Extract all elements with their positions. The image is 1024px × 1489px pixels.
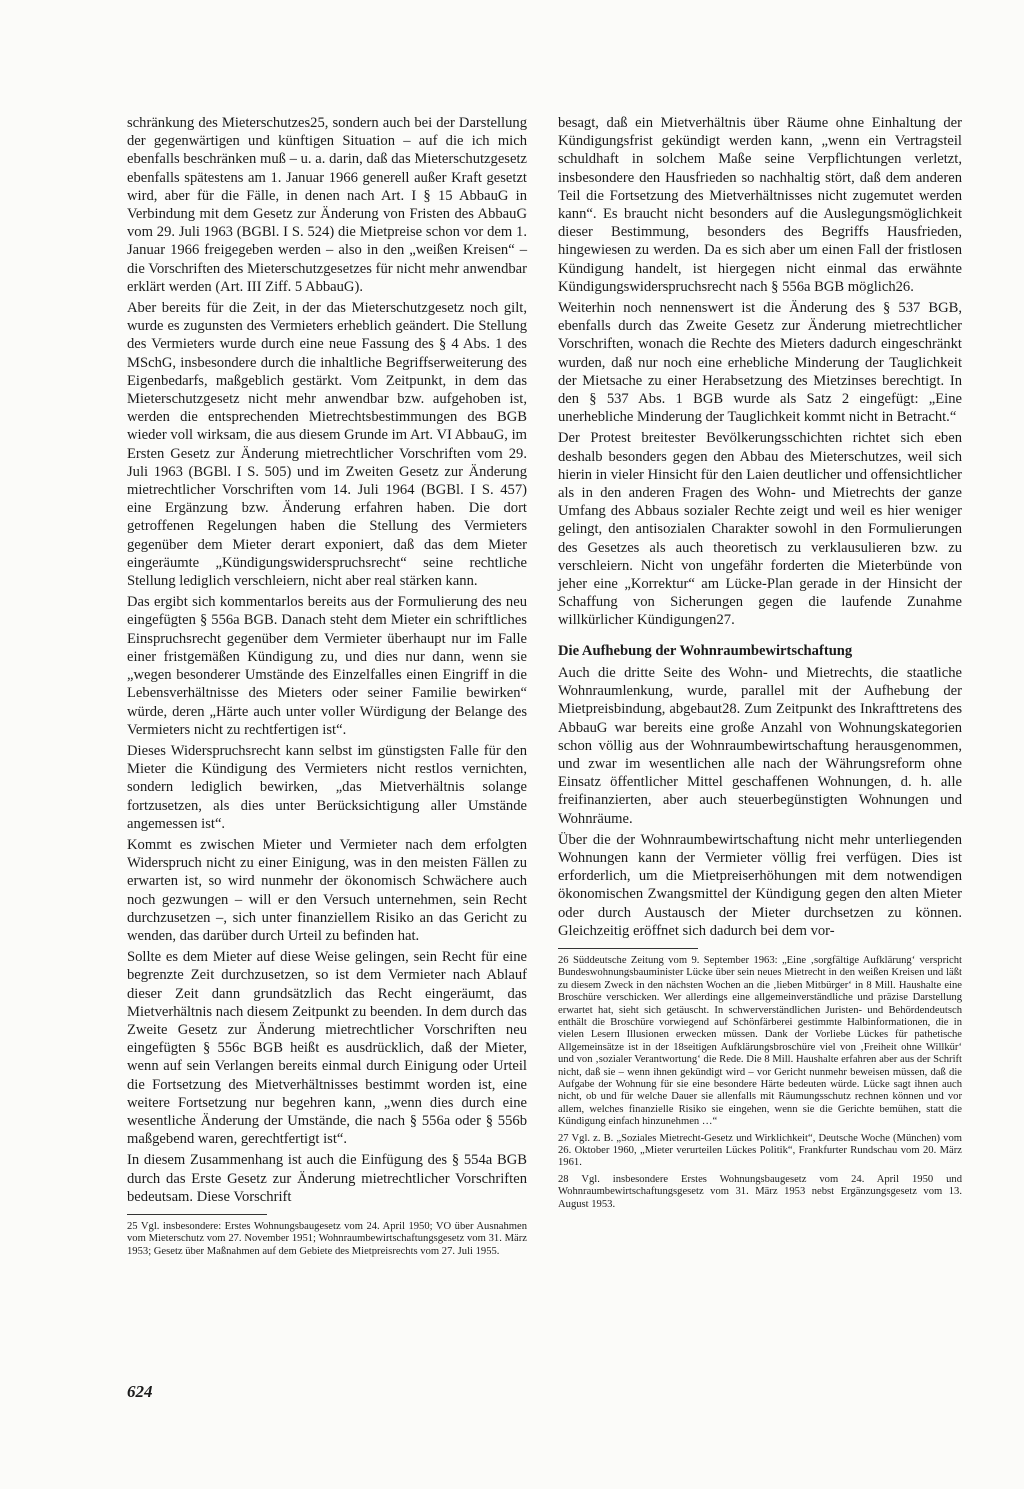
left-column: [127, 114, 527, 1258]
body-paragraph: besagt, daß ein Mietverhältnis über Räume ohne Einhaltung der Kündigungsfrist gekündigt werden kann, „wenn ein Vertragsteil schuldhaft in solchem Maße seine Verpflichtungen verletzt, insbesondere den Hausfrieden so nachhaltig stört, daß dem anderen Teil die Fortsetzung des Mietverhältnisses nicht zugemutet werden kann“. Es braucht nicht besonders auf die Auslegungsmöglichkeit dieser Bestimmung, besonders des Begriffs Hausfrieden, hingewiesen zu werden. Da es sich aber um einen Fall der fristlosen Kündigung handelt, ist hiergegen nicht einmal das erwähnte Kündigungswiderspruchsrecht nach § 556a BGB möglich26.: [558, 115, 962, 295]
body-paragraph: Kommt es zwischen Mieter und Vermieter nach dem erfolgten Widerspruch nicht zu einer Einigung, was in den meisten Fällen zu erwarten ist, so wird nunmehr der ökonomisch Schwächere auch noch gezwungen – will er den Versuch unternehmen, sein Recht durchzusetzen –, sich unter finanziellem Risiko an das Gericht zu wenden, das darüber durch Urteil zu befinden hat.: [127, 836, 527, 944]
footnote: 25 Vgl. insbesondere: Erstes Wohnungsbaugesetz vom 24. April 1950; VO über Ausnahmen vom Mieterschutz vom 27. November 1951; Wohnraumbewirtschaftungsgesetz vom 31. März 1953; Gesetz über Maßnahmen auf dem Gebiete des Mietpreisrechts vom 27. Juli 1955.: [127, 1220, 527, 1257]
page-number: 624: [127, 1382, 153, 1401]
section-heading: Die Aufhebung der Wohnraumbewirtschaftung: [558, 642, 853, 659]
body-paragraph: Über die der Wohnraumbewirtschaftung nicht mehr unterliegenden Wohnungen kann der Vermieter völlig frei verfügen. Dies ist erforderlich, um die Mietpreiserhöhungen mit dem notwendigen ökonomischen Zwangsmittel der Kündigung gegen den alten Mieter oder durch Austausch der Mieter durchsetzen zu können. Gleichzeitig eröffnet sich dadurch bei dem vor-: [558, 831, 962, 939]
footnote: 27 Vgl. z. B. „Soziales Mietrecht-Gesetz und Wirklichkeit“, Deutsche Woche (München) vom 26. Oktober 1960, „Mieter verurteilen Lückes Politik“, Frankfurter Rundschau vom 20. März 1961.: [558, 1132, 962, 1169]
body-paragraph: Weiterhin noch nennenswert ist die Änderung des § 537 BGB, ebenfalls durch das Zweite Gesetz zur Änderung mietrechtlicher Vorschriften, wonach die Rechte des Mieters dadurch eingeschränkt wurden, daß nur noch eine erhebliche Minderung der Tauglichkeit der Mietsache zu einer Herabsetzung des Mietzinses berechtigt. In den § 537 Abs. 1 BGB wurde als Satz 2 eingefügt: „Eine unerhebliche Minderung der Tauglichkeit kommt nicht in Betracht.“: [558, 300, 962, 426]
footnote: 26 Süddeutsche Zeitung vom 9. September 1963: „Eine ‚sorgfältige Aufklärung‘ verspricht Bundeswohnungsbauminister Lücke über sein neues Mietrecht in den weißen Kreisen und läßt zu diesem Zweck in den nächsten Wochen an die ‚lieben Mitbürger‘ in 8 Mill. Haushalte eine Broschüre verschicken. Wer allerdings eine allgemeinverständliche und präzise Darstellung erwartet hat, sieht sich getäuscht. In schwerverständlichen Juristen- und Behördendeutsch enthält die Broschüre vorwiegend auf Schönfärberei gestimmte Halbinformationen, die in vielen Lesern Illusionen erwecken müssen. Dank der Vorliebe Lückes für pathetische Allgemeinsätze ist in der 18seitigen Aufklärungsbroschüre viel von ‚Freiheit ohne Willkür‘ und von ‚sozialer Verantwortung‘ die Rede. Die 8 Mill. Haushalte erfahren aber aus der Schrift nicht, daß sie – wenn ihnen gekündigt wird – vor Gericht nunmehr beweisen müssen, daß die Aufgabe der Wohnung für sie eine besondere Härte bedeuten würde. Lücke sagt ihnen auch nicht, ob und für welche Dauer sie allenfalls mit Räumungsschutz rechnen können und vor allem, welches finanzielle Risiko sie eingehen, wenn sie die Gerichte bemühen, statt die Kündigung einfach hinzunehmen …“: [558, 954, 962, 1128]
right-column: [558, 114, 962, 1211]
body-paragraph: Auch die dritte Seite des Wohn- und Mietrechts, die staatliche Wohnraumlenkung, wurde, parallel mit der Aufhebung der Mietpreisbindung, abgebaut28. Zum Zeitpunkt des Inkrafttretens des AbbauG war bereits eine große Anzahl von Wohnungskategorien schon völlig aus der Wohnraumbewirtschaftung herausgenommen, und zwar im wesentlichen alle nach der Währungsreform ohne Einsatz öffentlicher Mittel geschaffenen Wohnungen, d. h. alle freifinanzierten, aber auch steuerbegünstigten Wohnungen und Wohnräume.: [558, 664, 962, 827]
body-paragraph: In diesem Zusammenhang ist auch die Einfügung des § 554a BGB durch das Erste Gesetz zur Änderung mietrechtlicher Vorschriften bedeutsam. Diese Vorschrift: [127, 1152, 527, 1205]
body-paragraph: Sollte es dem Mieter auf diese Weise gelingen, sein Recht für eine begrenzte Zeit durchzusetzen, so ist dem Vermieter nach Ablauf dieser Zeit dann grundsätzlich das Recht eingeräumt, das Mietverhältnis nach diesem Zeitpunkt zu beenden. In dem durch das Zweite Gesetz zur Änderung mietrechtlicher Vorschriften neu eingefügten § 556c BGB heißt es ausdrücklich, daß der Mieter, wenn auf sein Verlangen bereits einmal durch Einigung oder Urteil die Fortsetzung des Mietverhältnisses bestimmt worden ist, eine weitere Fortsetzung nur begehren kann, „wenn dies durch eine wesentliche Änderung der Umstände, die nach § 556a oder § 556b maßgebend waren, gerechtfertigt ist“.: [127, 949, 527, 1148]
footnote-divider: [558, 948, 698, 949]
footnote-divider: [127, 1214, 267, 1215]
body-paragraph: Aber bereits für die Zeit, in der das Mieterschutzgesetz noch gilt, wurde es zugunsten des Vermieters erheblich geändert. Die Stellung des Vermieters wurde durch eine neue Fassung des § 4 Abs. 1 des MSchG, insbesondere durch die inhaltliche Begriffserweiterung des Eigenbedarfs, maßgeblich gestärkt. Vom Zeitpunkt, in dem das Mieterschutzgesetz nicht mehr anwendbar bzw. aufgehoben ist, werden die entsprechenden Mietrechtsbestimmungen des BGB wieder voll wirksam, die aus diesem Grunde im Art. VI AbbauG, im Ersten Gesetz zur Änderung mietrechtlicher Vorschriften vom 29. Juli 1963 (BGBl. I S. 505) und im Zweiten Gesetz zur Änderung mietrechtlicher Vorschriften vom 14. Juli 1964 (BGBl. I S. 457) eine Ergänzung bzw. Änderung erfahren haben. Die dort getroffenen Regelungen haben die Stellung des Vermieters gegenüber dem Mieter derart exponiert, daß das dem Mieter eingeräumte „Kündigungswiderspruchsrecht“ seine rechtliche Stellung lediglich verschleiern, nicht aber real stärken kann.: [127, 300, 527, 590]
body-paragraph: Dieses Widerspruchsrecht kann selbst im günstigsten Falle für den Mieter die Kündigung des Vermieters nicht restlos vernichten, sondern lediglich bewirken, „das Mietverhältnis solange fortzusetzen, als dies unter Berücksichtigung aller Umstände angemessen ist“.: [127, 742, 527, 832]
footnote: 28 Vgl. insbesondere Erstes Wohnungsbaugesetz vom 24. April 1950 und Wohnraumbewirtschaftungsgesetz vom 31. März 1953 nebst Ergänzungsgesetz vom 13. August 1953.: [558, 1173, 962, 1210]
body-paragraph: Das ergibt sich kommentarlos bereits aus der Formulierung des neu eingefügten § 556a BGB. Danach steht dem Mieter ein schriftliches Einspruchsrecht gegenüber dem Vermieter überhaupt nur im Falle einer fristgemäßen Kündigung zu, und dies nur dann, wenn sie „wegen besonderer Umstände des Einzelfalles einen Eingriff in die Lebensverhältnisse des Mieters oder seiner Familie bewirken“ würde, deren „Härte auch unter voller Würdigung der Belange des Vermieters nicht zu rechtfertigen ist“.: [127, 594, 527, 738]
body-paragraph: schränkung des Mieterschutzes25, sondern auch bei der Darstellung der gegenwärtigen und künftigen Situation – auf die ich mich ebenfalls beschränken muß – u. a. darin, daß das Mieterschutzgesetz ebenfalls spätestens am 1. Januar 1966 generell außer Kraft gesetzt wird, aber für die Fälle, in denen nach Art. I § 15 AbbauG in Verbindung mit dem Gesetz zur Änderung von Fristen des AbbauG vom 29. Juli 1963 (BGBl. I S. 524) die Mietpreise schon vor dem 1. Januar 1966 freigegeben werden – also in den „weißen Kreisen“ – die Vorschriften des Mieterschutzgesetzes für nicht mehr anwendbar erklärt werden (Art. III Ziff. 5 AbbauG).: [127, 115, 527, 295]
body-paragraph: Der Protest breitester Bevölkerungsschichten richtet sich eben deshalb besonders gegen den Abbau des Mieterschutzes, weil sich hierin in vieler Hinsicht für den Laien deutlicher und offensichtlicher als in den anderen Fragen des Wohn- und Mietrechts der ganze Umfang des Abbaus sozialer Rechte zeigt und weil es hier weniger gelingt, den antisozialen Charakter sowohl in den Formulierungen des Gesetzes als auch theoretisch zu verklausulieren bzw. zu verschleiern. Nicht von ungefähr forderten die Mieterbünde von jeher eine „Korrektur“ am Lücke-Plan gerade in der Hinsicht der Schaffung von Sicherungen gegen die laufende Zunahme willkürlicher Kündigungen27.: [558, 430, 962, 629]
